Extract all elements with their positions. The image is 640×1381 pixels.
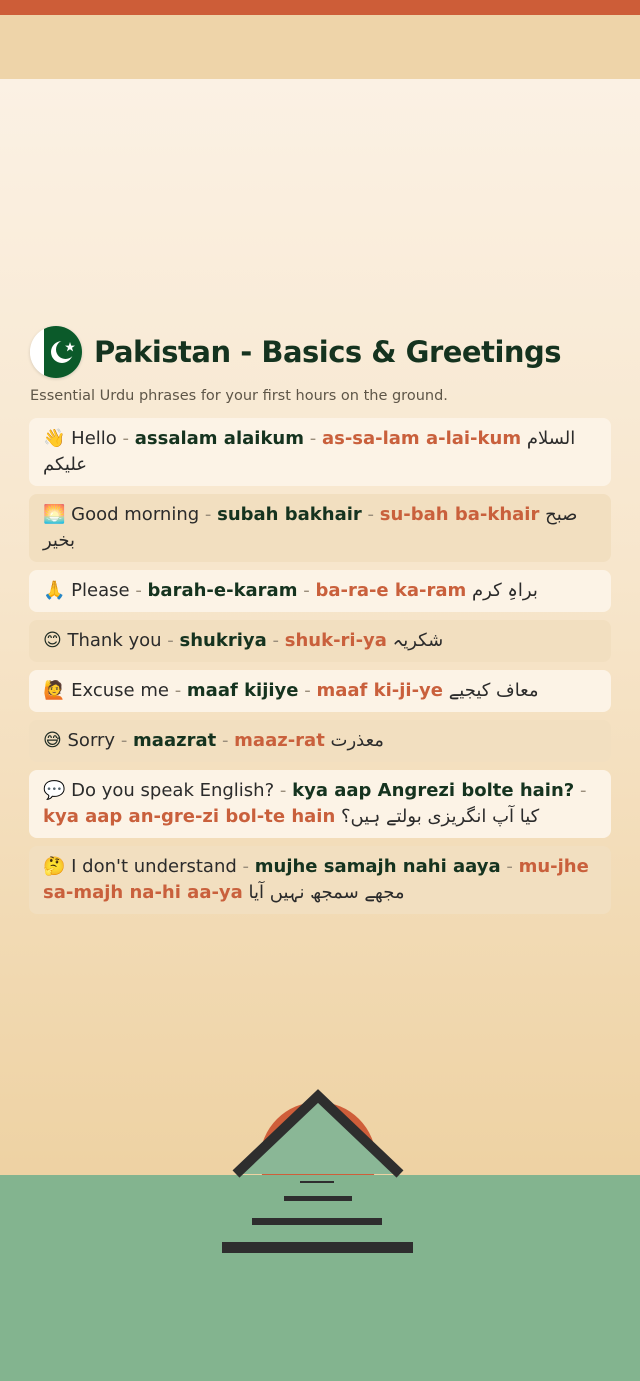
phrase-urdu-script: مجھے سمجھ نہیں آیا bbox=[248, 882, 405, 903]
separator: - bbox=[303, 580, 310, 601]
separator: - bbox=[304, 680, 311, 701]
separator: - bbox=[122, 428, 130, 449]
separator: - bbox=[367, 504, 375, 525]
phrase-list bbox=[29, 418, 611, 922]
phrase-urdu-roman: maazrat bbox=[133, 730, 217, 751]
phrase-urdu-roman: maaf kijiye bbox=[186, 680, 299, 701]
phrase-urdu-script: السلام علیکم bbox=[43, 428, 576, 475]
phrase-urdu-roman: assalam alaikum bbox=[134, 428, 304, 449]
phrase-english: I don't understand bbox=[71, 856, 237, 877]
separator: - bbox=[272, 630, 280, 651]
phrase-english: Thank you bbox=[67, 630, 162, 651]
page-title: Pakistan - Basics & Greetings bbox=[94, 335, 562, 369]
title-row bbox=[30, 326, 561, 378]
separator: - bbox=[242, 856, 250, 877]
phrase-emoji-icon: 😊 bbox=[43, 630, 62, 651]
phrase-card[interactable] bbox=[29, 620, 611, 662]
separator: - bbox=[309, 428, 317, 449]
phrase-urdu-script: براہِ کرم bbox=[472, 580, 538, 601]
separator: - bbox=[279, 780, 287, 801]
phrase-card[interactable] bbox=[29, 418, 611, 486]
phrase-emoji-icon: 🌅 bbox=[43, 504, 66, 525]
separator: - bbox=[579, 780, 587, 801]
phrase-urdu-script: معاف کیجیے bbox=[448, 680, 539, 701]
separator: - bbox=[204, 504, 212, 525]
phrase-card[interactable] bbox=[29, 570, 611, 612]
phrase-card[interactable] bbox=[29, 770, 611, 838]
phrase-pronunciation: mu-jhe sa-majh na-hi aa-ya bbox=[43, 856, 589, 903]
pakistan-flag-icon bbox=[30, 326, 82, 378]
phrase-pronunciation: maaf ki-ji-ye bbox=[316, 680, 443, 701]
ground-overlay bbox=[0, 1175, 640, 1381]
phrase-emoji-icon: 🙋 bbox=[43, 680, 66, 701]
phrase-english: Hello bbox=[71, 428, 117, 449]
phrase-emoji-icon: 😅 bbox=[43, 730, 62, 751]
phrase-urdu-roman: kya aap Angrezi bolte hain? bbox=[292, 780, 575, 801]
phrase-emoji-icon: 🙏 bbox=[43, 580, 66, 601]
phrase-urdu-roman: mujhe samajh nahi aaya bbox=[254, 856, 501, 877]
phrase-urdu-script: صبح بخیر bbox=[43, 504, 578, 551]
phrase-urdu-script: کیا آپ انگریزی بولتے ہیں؟ bbox=[341, 806, 540, 827]
monument-icon bbox=[236, 1096, 400, 1174]
phrase-pronunciation: as-sa-lam a-lai-kum bbox=[321, 428, 522, 449]
phrase-emoji-icon: 💬 bbox=[43, 780, 66, 801]
phrase-pronunciation: kya aap an-gre-zi bol-te hain bbox=[43, 806, 336, 827]
phrase-emoji-icon: 👋 bbox=[43, 428, 66, 449]
page-subtitle: Essential Urdu phrases for your first hours on the ground. bbox=[30, 388, 448, 404]
phrase-card[interactable] bbox=[29, 846, 611, 914]
phrase-english: Sorry bbox=[67, 730, 116, 751]
phrase-pronunciation: shuk-ri-ya bbox=[284, 630, 387, 651]
phrase-card[interactable] bbox=[29, 494, 611, 562]
phrase-urdu-roman: barah-e-karam bbox=[147, 580, 298, 601]
phrase-card[interactable] bbox=[29, 720, 611, 762]
separator: - bbox=[120, 730, 128, 751]
separator: - bbox=[135, 580, 142, 601]
phrase-english: Please bbox=[71, 580, 130, 601]
phrase-english: Good morning bbox=[71, 504, 200, 525]
header-band bbox=[0, 15, 640, 79]
separator: - bbox=[506, 856, 513, 877]
phrase-pronunciation: su-bah ba-khair bbox=[379, 504, 540, 525]
phrase-card[interactable] bbox=[29, 670, 611, 712]
phrase-urdu-script: معذرت bbox=[330, 730, 384, 751]
phrase-pronunciation: maaz-rat bbox=[234, 730, 325, 751]
separator: - bbox=[167, 630, 174, 651]
phrase-urdu-script: شکریہ bbox=[392, 630, 444, 651]
phrase-urdu-roman: shukriya bbox=[179, 630, 267, 651]
phrase-pronunciation: ba-ra-e ka-ram bbox=[315, 580, 467, 601]
phrase-english: Do you speak English? bbox=[71, 780, 275, 801]
landmark-illustration bbox=[0, 1050, 640, 1381]
top-accent-bar bbox=[0, 0, 640, 15]
separator: - bbox=[174, 680, 182, 701]
phrase-urdu-roman: subah bakhair bbox=[217, 504, 362, 525]
phrase-english: Excuse me bbox=[71, 680, 169, 701]
phrase-emoji-icon: 🤔 bbox=[43, 856, 66, 877]
separator: - bbox=[221, 730, 229, 751]
